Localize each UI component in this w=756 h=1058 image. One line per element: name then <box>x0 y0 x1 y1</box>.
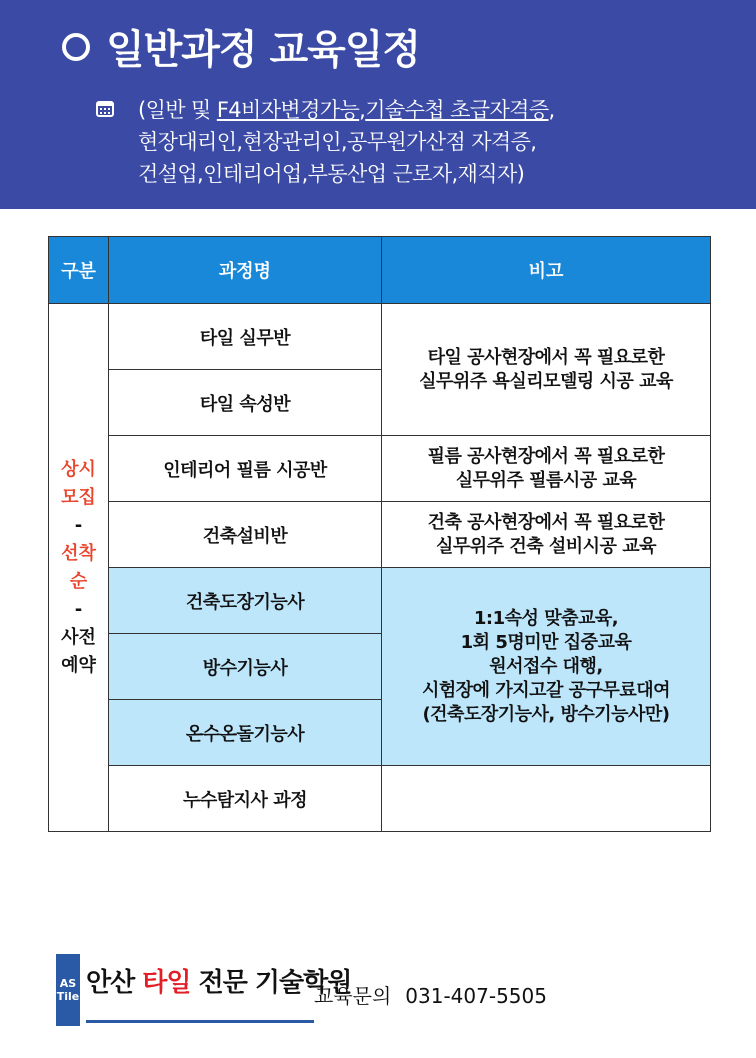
logo-mark-text: Tile <box>56 990 80 1003</box>
course-name: 타일 실무반 <box>109 304 382 370</box>
contact-label: 교육문의 <box>314 984 392 1008</box>
logo-text-highlight: 타일 <box>142 968 191 998</box>
course-note <box>382 436 711 502</box>
header-category: 구분 <box>49 237 109 304</box>
table-header-row <box>49 237 711 304</box>
category-line: 예약 <box>61 654 96 676</box>
course-name: 방수기능사 <box>109 634 382 700</box>
logo-mark <box>56 954 80 1026</box>
contact-info <box>314 980 547 1009</box>
note-line: 실무위주 필름시공 교육 <box>455 469 637 491</box>
logo-text-part: 전문 기술학원 <box>190 968 352 998</box>
course-name: 건축도장기능사 <box>109 568 382 634</box>
category-dash: - <box>74 598 83 620</box>
subtitle-comma: , <box>359 98 366 122</box>
category-cell <box>49 304 109 832</box>
header-course: 과정명 <box>109 237 382 304</box>
subtitle-line-1 <box>138 94 555 126</box>
logo-text <box>86 962 351 999</box>
table-row <box>49 436 711 502</box>
subtitle <box>96 94 555 190</box>
subtitle-visa: F4비자변경가능 <box>216 98 360 122</box>
logo-mark-text: AS <box>59 977 77 990</box>
subtitle-text <box>138 94 555 190</box>
note-line: 실무위주 욕실리모델링 시공 교육 <box>419 370 673 392</box>
course-name: 인테리어 필름 시공반 <box>109 436 382 502</box>
course-name: 건축설비반 <box>109 502 382 568</box>
note-line: 실무위주 건축 설비시공 교육 <box>436 535 656 557</box>
table-row <box>49 568 711 634</box>
course-note <box>382 568 711 766</box>
note-line: 원서접수 대행, <box>489 655 603 677</box>
note-line: 필름 공사현장에서 꼭 필요로한 <box>427 445 665 467</box>
header-note: 비고 <box>382 237 711 304</box>
calendar-icon <box>96 99 114 117</box>
category-line: 상시 <box>61 458 96 480</box>
table-row <box>49 304 711 370</box>
category-line: 모집 <box>61 486 96 508</box>
table-row <box>49 766 711 832</box>
page-title: 일반과정 교육일정 <box>106 27 421 73</box>
table-row <box>49 502 711 568</box>
subtitle-end: , <box>548 98 555 122</box>
note-line: 타일 공사현장에서 꼭 필요로한 <box>427 346 665 368</box>
course-note-empty <box>382 766 711 832</box>
note-line: 건축 공사현장에서 꼭 필요로한 <box>427 511 665 533</box>
circle-icon <box>62 33 90 61</box>
note-line: 1회 5명미만 집중교육 <box>460 631 632 653</box>
header-banner <box>0 0 756 209</box>
category-line: 사전 <box>61 626 96 648</box>
contact-phone: 031-407-5505 <box>405 984 547 1008</box>
category-dash: - <box>74 514 83 536</box>
subtitle-line-2: 현장대리인,현장관리인,공무원가산점 자격증, <box>138 130 537 154</box>
academy-logo <box>56 954 352 1026</box>
note-line: (건축도장기능사, 방수기능사만) <box>422 703 670 725</box>
course-name: 온수온돌기능사 <box>109 700 382 766</box>
subtitle-line-3: 건설업,인테리어업,부동산업 근로자,재직자) <box>138 162 525 186</box>
note-line: 시험장에 가지고갈 공구무료대여 <box>422 679 670 701</box>
course-note <box>382 304 711 436</box>
subtitle-prefix: (일반 및 <box>138 98 217 122</box>
course-note <box>382 502 711 568</box>
course-name: 타일 속성반 <box>109 370 382 436</box>
category-line: 선착 <box>61 542 96 564</box>
course-name: 누수탐지사 과정 <box>109 766 382 832</box>
course-table <box>48 236 711 832</box>
note-line: 1:1속성 맞춤교육, <box>473 607 619 629</box>
logo-text-part: 안산 <box>86 968 143 998</box>
title-row <box>62 18 420 75</box>
logo-underline <box>86 1020 314 1023</box>
category-line: 순 <box>69 570 88 592</box>
subtitle-license: 기술수첩 초급자격증 <box>365 98 549 122</box>
